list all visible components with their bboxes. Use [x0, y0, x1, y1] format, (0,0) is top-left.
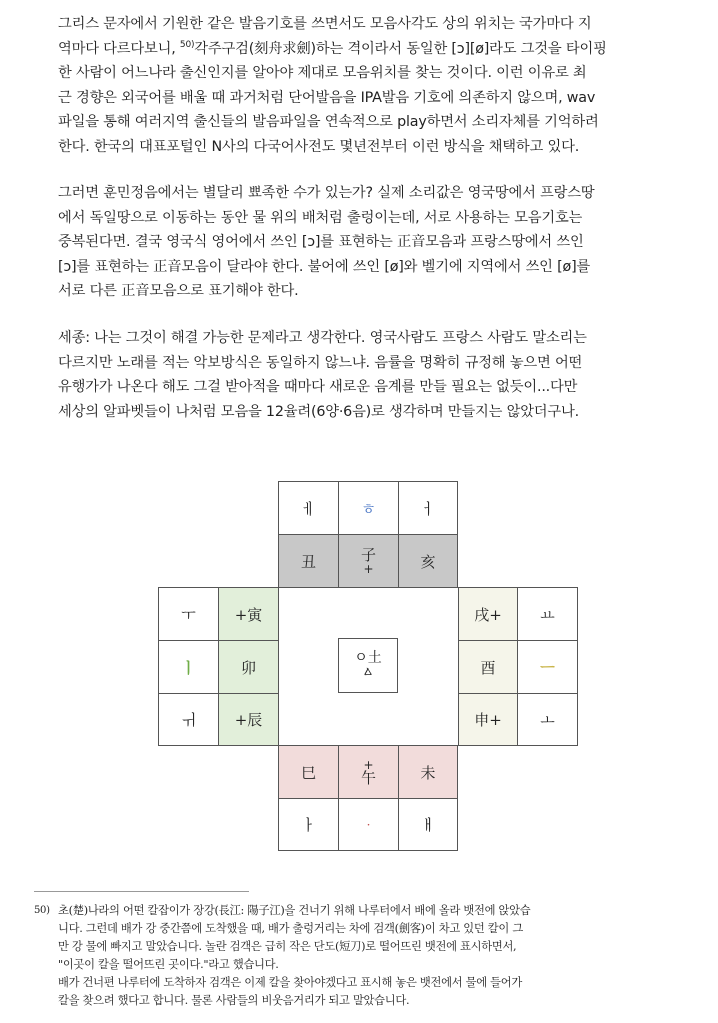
paragraph-3	[58, 326, 678, 424]
branch-cell: +辰	[218, 693, 279, 746]
footnote-ref[interactable]: 50)	[179, 39, 195, 50]
footnote-number: 50)	[34, 905, 50, 916]
vowel-cell: ㅏ	[278, 798, 339, 851]
text-line: 파일을 통해 여러지역 출신들의 발음파일을 연속적으로 play하면서 소리자체를 기억하려	[58, 114, 599, 130]
vowel-cell: ·	[338, 798, 399, 851]
text-line: 에서 독일땅으로 이동하는 동안 물 위의 배처럼 출렁이는데, 서로 사용하는 모음기호는	[58, 209, 583, 226]
text-line: 그러면 훈민정음에서는 별달리 뾰족한 수가 있는가? 실제 소리값은 영국땅에서 프랑스땅	[58, 185, 595, 201]
branch-cell: 丑	[278, 534, 339, 588]
footnote-line: 배가 건너편 나루터에 도착하자 검객은 이제 칼을 찾아야겠다고 표시해 놓은 뱃전에서 물에 들어가	[58, 976, 523, 989]
branch-cell: 申+	[458, 693, 518, 746]
branch-cell: +寅	[218, 587, 279, 641]
footnote-line: 만 강 물에 빠지고 말았습니다. 놀란 검객은 급히 작은 단도(短刀)로 떨어뜨린 뱃전에 표시하면서,	[58, 940, 517, 953]
text-line: 역마다 다르다보니, $^{50)}$각주구검(刻舟求劍)하는 격이라서 동일한 [ɔ][ø]라도 그것을 타이핑	[58, 39, 607, 57]
footnote-line: 칼을 찾으려 했다고 합니다. 물론 사람들의 비웃음거리가 되고 말았습니다.	[58, 994, 410, 1007]
text-line: 다르지만 노래를 적는 악보방식은 동일하지 않느냐. 음률을 명확히 규정해 놓으면 어떤	[58, 354, 583, 371]
branch-cell: 子 +	[338, 534, 399, 588]
vowel-cell: ㅐ	[398, 798, 458, 851]
text-line: [ɔ]를 표현하는 正音모음이 달라야 한다. 불어에 쓰인 [ø]와 벨기에 지역에서 쓰인 [ø]를	[58, 258, 591, 275]
text-line: 세종: 나는 그것이 해결 가능한 문제라고 생각한다. 영국사람도 프랑스 사람도 말소리는	[58, 330, 587, 346]
text-line: 서로 다른 正音모음으로 표기해야 한다.	[58, 283, 299, 299]
branch-cell: 亥	[398, 534, 458, 588]
text-line: 근 경향은 외국어를 배울 때 과거처럼 단어발음을 IPA발음 기호에 의존하지 않으며, wav	[58, 89, 596, 106]
vowel-cell: ㅟ	[158, 693, 219, 746]
text-line: 중복된다면. 결국 영국식 영어에서 쓰인 [ɔ]를 표현하는 正音모음과 프랑스땅에서 쓰인	[58, 234, 584, 250]
footnote-line: "이곳이 칼을 떨어뜨린 곳이다."라고 했습니다.	[58, 958, 279, 971]
vowel-cell: ㅓ	[398, 481, 458, 535]
footnote-line: 초(楚)나라의 어떤 칼잡이가 장강(長江: 陽子江)을 건너기 위해 나루터에서 배에 올라 뱃전에 앉았습	[58, 904, 531, 917]
text-line: 유행가가 나온다 해도 그걸 받아적을 때마다 새로운 음계를 만들 필요는 없듯이...다만	[58, 379, 578, 395]
vowel-cell: ㅔ	[278, 481, 339, 535]
footnote-divider	[34, 891, 249, 892]
branch-cell: 卯	[218, 640, 279, 694]
text-line: 그리스 문자에서 기원한 같은 발음기호를 쓰면서도 모음사각도 상의 위치는 국가마다 지	[58, 16, 592, 32]
paragraph-1	[58, 12, 678, 159]
branch-cell: 未	[398, 745, 458, 799]
branch-cell: 巳	[278, 745, 339, 799]
center-box: ㅇ土 ㅿ	[338, 638, 398, 693]
vowel-cell: ㅜ	[158, 587, 219, 641]
vowel-cell: ㅎ	[338, 481, 399, 535]
text-line: 한 사람이 어느나라 출신인지를 알아야 제대로 모음위치를 찾는 것이다. 이런 이유로 최	[58, 65, 587, 81]
branch-cell: + 午	[338, 745, 399, 799]
text-line: 한다. 한국의 대표포털인 N사의 다국어사전도 몇년전부터 이런 방식을 채택하고 있다.	[58, 138, 580, 155]
footnote-line: 니다. 그런데 배가 강 중간쯤에 도착했을 때, 배가 출렁거리는 차에 검객(劍客)이 차고 있던 칼이 그	[58, 922, 523, 935]
paragraph-2	[58, 181, 678, 304]
vowel-cell: ㅛ	[517, 587, 578, 641]
vowel-cell: ㅗ	[517, 693, 578, 746]
branch-cell: 酉	[458, 640, 518, 694]
vowel-cell: ㅣ	[158, 640, 219, 694]
text-line: 세상의 알파벳들이 나처럼 모음을 12율려(6양·6음)로 생각하며 만들지는 않았더구나.	[58, 403, 579, 420]
branch-cell: 戌+	[458, 587, 518, 641]
vowel-cell: ㅡ	[517, 640, 578, 694]
